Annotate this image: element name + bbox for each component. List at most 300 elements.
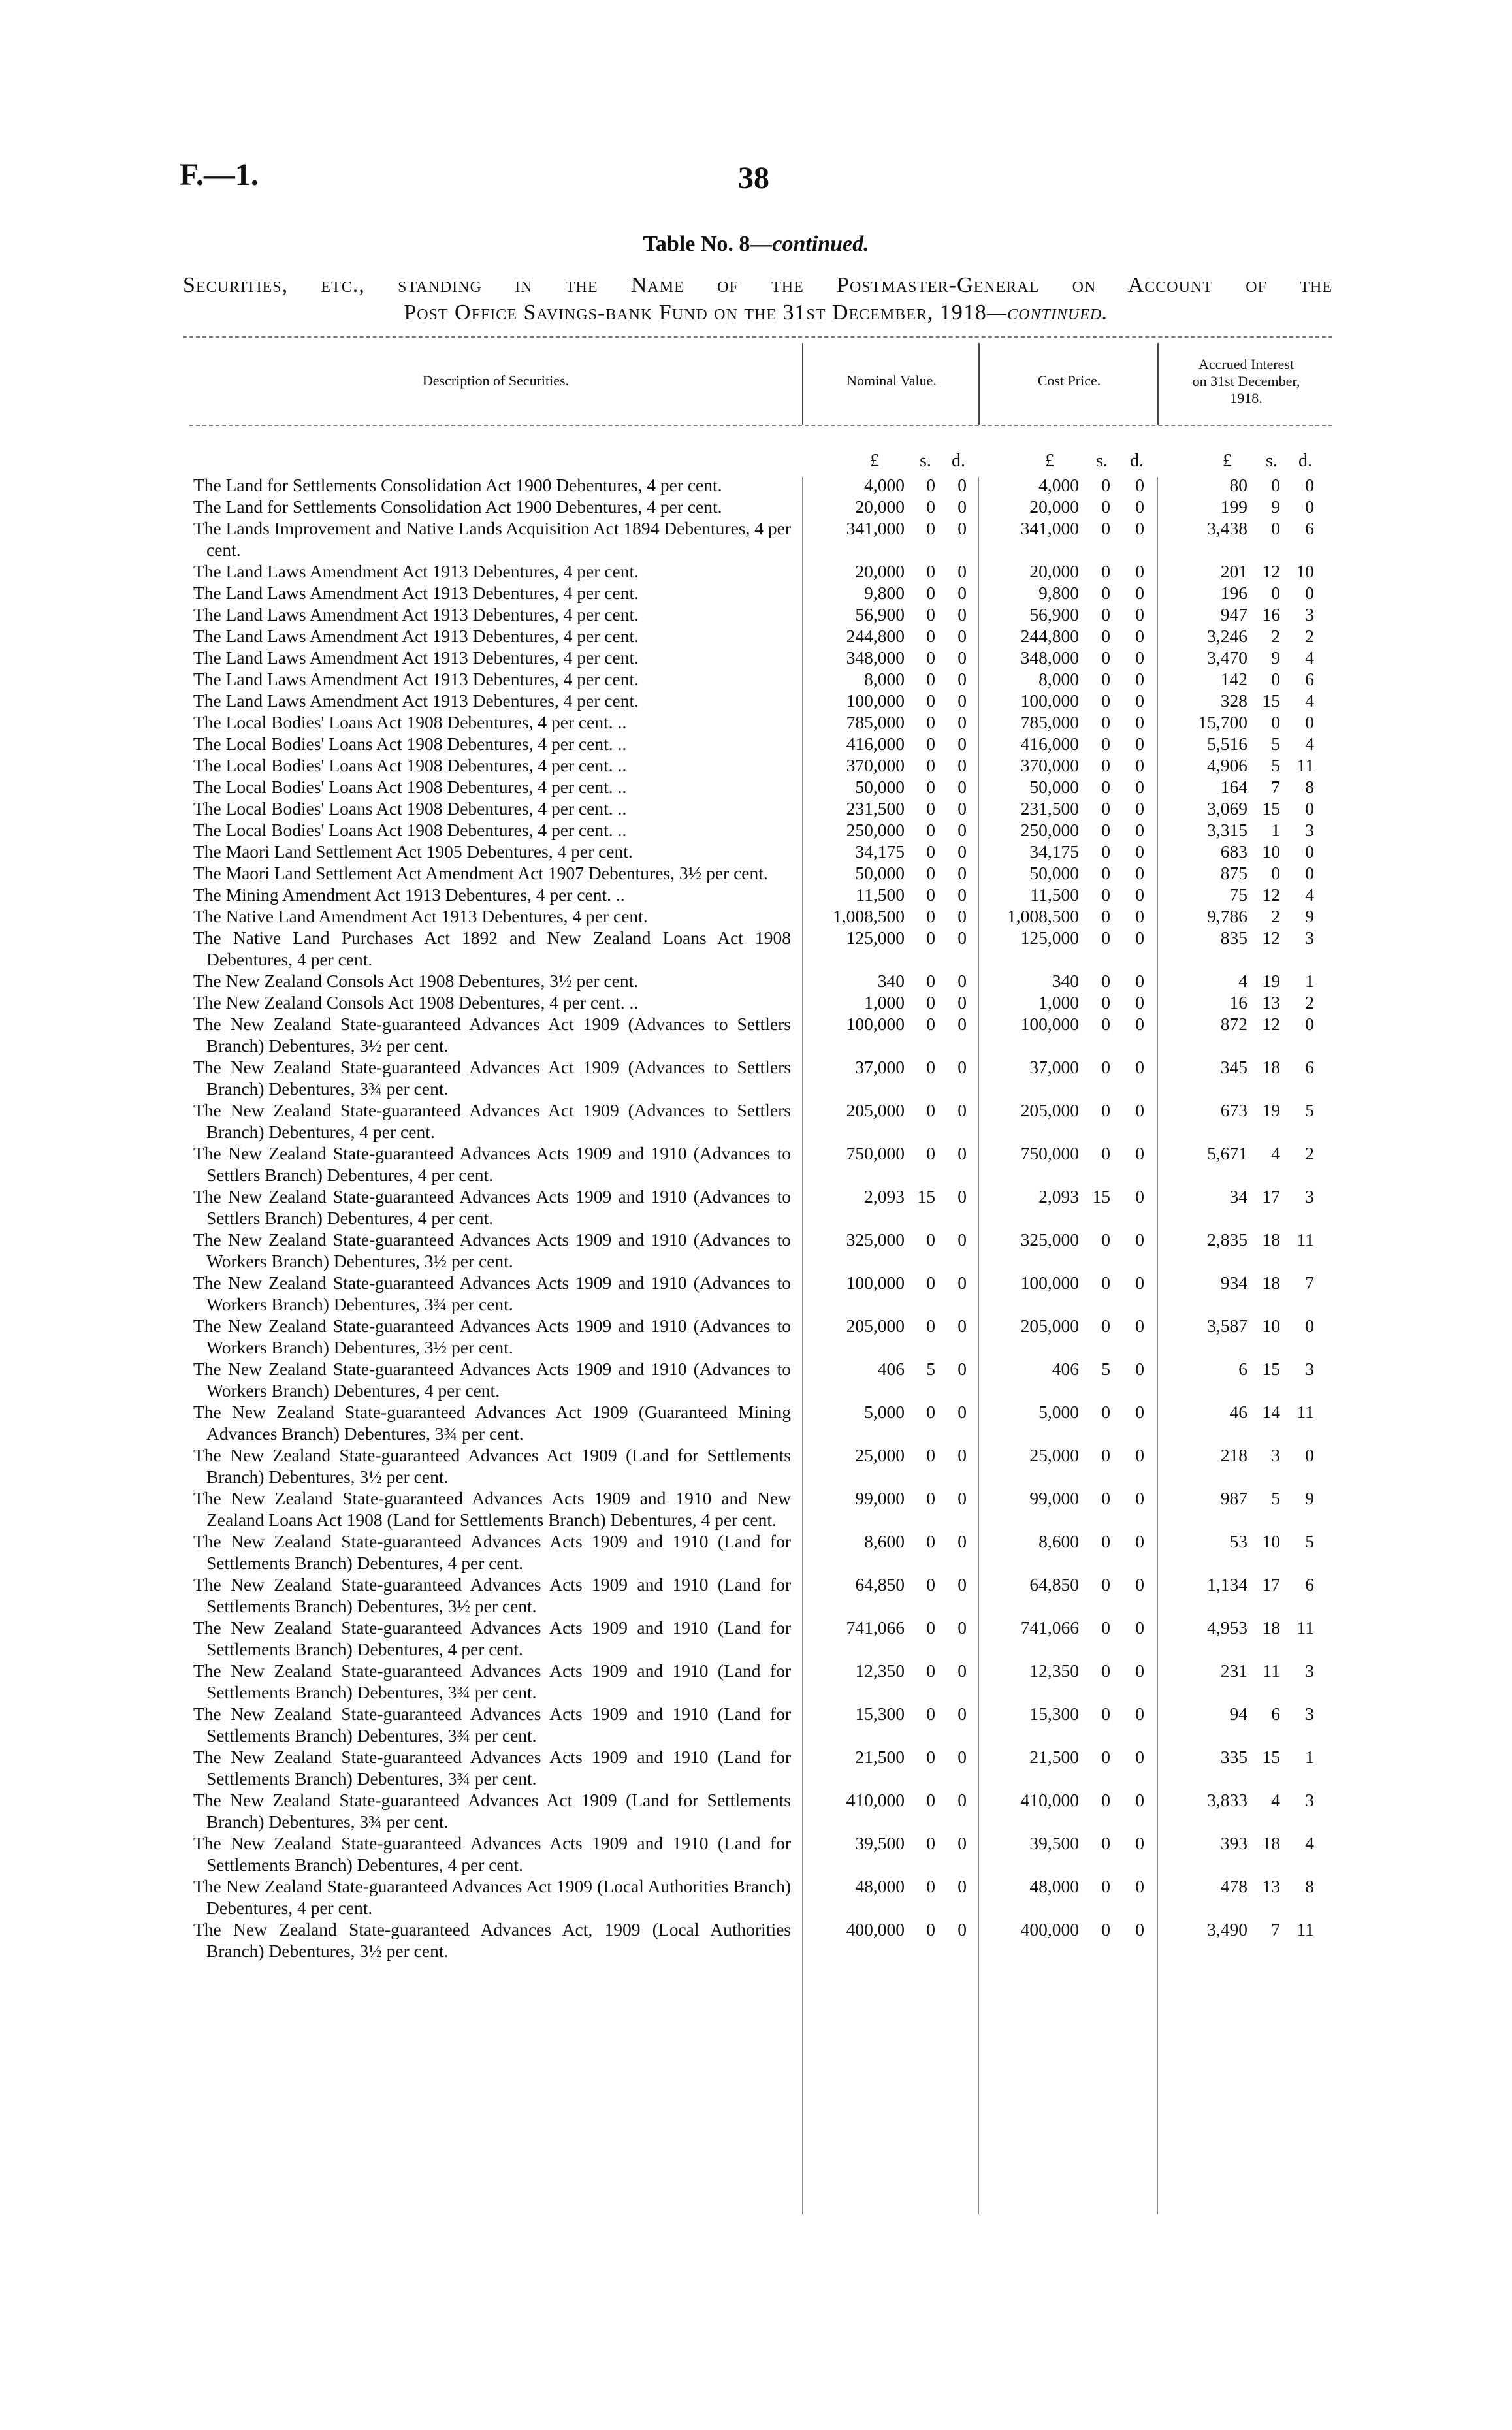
- cost-price-cell: 0: [1101, 626, 1110, 646]
- nominal-value-cell: 0: [926, 626, 935, 646]
- accrued-interest-cell: 15,700: [1198, 712, 1247, 732]
- accrued-interest-cell: 3: [1305, 820, 1314, 840]
- column-header-description: Description of Securities.: [422, 372, 570, 389]
- nominal-value-cell: 0: [957, 928, 967, 948]
- security-description: The New Zealand Consols Act 1908 Debentures, 3½ per cent.: [193, 971, 639, 991]
- cost-price-cell: 0: [1101, 1704, 1110, 1724]
- cost-price-cell: 100,000: [1020, 1272, 1079, 1293]
- nominal-value-cell: 11,500: [856, 884, 905, 905]
- nominal-value-cell: 8,600: [864, 1531, 905, 1551]
- cost-price-cell: 0: [1135, 971, 1144, 991]
- accrued-interest-cell: 11: [1296, 1229, 1314, 1250]
- accrued-interest-cell: 3: [1305, 1704, 1314, 1724]
- accrued-interest-cell: 7: [1305, 1272, 1314, 1293]
- accrued-interest-cell: 17: [1262, 1186, 1280, 1207]
- accrued-interest-cell: 6: [1238, 1359, 1247, 1379]
- nominal-value-cell: 0: [926, 1574, 935, 1595]
- cost-price-cell: 1,000: [1038, 992, 1079, 1012]
- accrued-interest-cell: 10: [1296, 561, 1314, 581]
- accrued-interest-cell: 0: [1271, 863, 1280, 883]
- cost-price-cell: 0: [1135, 1919, 1144, 1939]
- accrued-interest-cell: 11: [1296, 1402, 1314, 1422]
- cost-price-cell: 231,500: [1020, 798, 1079, 818]
- accrued-interest-cell: 2: [1305, 992, 1314, 1012]
- cost-price-cell: 0: [1135, 1186, 1144, 1207]
- cost-price-cell: 20,000: [1029, 496, 1079, 517]
- accrued-interest-cell: 11: [1296, 755, 1314, 775]
- accrued-interest-cell: 19: [1262, 1100, 1280, 1120]
- nominal-value-cell: 0: [926, 928, 935, 948]
- nominal-value-cell: 0: [926, 906, 935, 926]
- accrued-interest-cell: 15: [1262, 1747, 1280, 1767]
- cost-price-cell: 400,000: [1020, 1919, 1079, 1939]
- accrued-interest-cell: 9: [1271, 647, 1280, 668]
- nominal-value-cell: 99,000: [855, 1488, 905, 1508]
- nominal-value-cell: 0: [926, 1876, 935, 1896]
- cost-price-cell: 37,000: [1029, 1057, 1079, 1077]
- accrued-interest-cell: 3,438: [1207, 518, 1247, 538]
- nominal-value-cell: 0: [926, 712, 935, 732]
- cost-price-cell: 21,500: [1029, 1747, 1079, 1767]
- nominal-value-cell: 0: [957, 798, 967, 818]
- accrued-interest-cell: 3,315: [1207, 820, 1247, 840]
- security-description: The Native Land Amendment Act 1913 Debentures, 4 per cent.: [193, 906, 648, 926]
- cost-price-cell: 0: [1101, 1100, 1110, 1120]
- cost-price-cell: 39,500: [1029, 1833, 1079, 1853]
- cost-price-cell: 4,000: [1038, 475, 1079, 495]
- nominal-value-cell: 0: [957, 906, 967, 926]
- security-description: The Land Laws Amendment Act 1913 Debentures, 4 per cent.: [193, 583, 639, 603]
- cost-price-cell: 205,000: [1020, 1100, 1079, 1120]
- nominal-value-cell: 0: [957, 1876, 967, 1896]
- nominal-value-cell: 9,800: [864, 583, 905, 603]
- cost-price-cell: 34,175: [1029, 841, 1079, 862]
- cost-price-cell: 0: [1135, 518, 1144, 538]
- nominal-value-cell: 0: [957, 1660, 967, 1681]
- nominal-value-cell: 0: [957, 626, 967, 646]
- accrued-interest-cell: 18: [1262, 1272, 1280, 1293]
- nominal-value-cell: 0: [957, 777, 967, 797]
- nominal-value-cell: 0: [957, 583, 967, 603]
- accrued-interest-cell: 875: [1220, 863, 1247, 883]
- nominal-value-cell: 0: [926, 1833, 935, 1853]
- cost-price-cell: 0: [1135, 1747, 1144, 1767]
- nominal-value-cell: 0: [926, 798, 935, 818]
- accrued-interest-cell: 5: [1305, 1100, 1314, 1120]
- nominal-value-cell: 0: [926, 561, 935, 581]
- nominal-value-cell: 0: [926, 1272, 935, 1293]
- nominal-value-cell: 56,900: [855, 604, 905, 624]
- cost-price-cell: 48,000: [1029, 1876, 1079, 1896]
- cost-price-cell: 0: [1101, 863, 1110, 883]
- accrued-interest-cell: 4,953: [1207, 1617, 1247, 1638]
- security-description: The New Zealand State-guaranteed Advances Act 1909 (Land for Settlements Branch) Debentures, 3½ per cent.: [193, 1445, 791, 1487]
- cost-price-cell: 99,000: [1029, 1488, 1079, 1508]
- accrued-interest-cell: 18: [1262, 1057, 1280, 1077]
- accrued-interest-cell: 12: [1262, 884, 1280, 905]
- accrued-interest-cell: 3: [1305, 1186, 1314, 1207]
- accrued-interest-cell: 7: [1271, 1919, 1280, 1939]
- nominal-value-cell: 0: [957, 1014, 967, 1034]
- accrued-interest-cell: 3,470: [1207, 647, 1247, 668]
- table-title-text: Table No. 8: [643, 232, 750, 256]
- cost-price-cell: 0: [1135, 777, 1144, 797]
- nominal-value-cell: 0: [926, 884, 935, 905]
- nominal-value-cell: 64,850: [855, 1574, 905, 1595]
- nominal-value-cell: 785,000: [846, 712, 905, 732]
- interest-header-line2: on 31st December,: [1192, 373, 1300, 389]
- nominal-value-cell: 25,000: [855, 1445, 905, 1465]
- accrued-interest-cell: 0: [1305, 496, 1314, 517]
- subtitle-line2-text: Post Office Savings-bank Fund on the 31st December, 1918: [404, 300, 987, 325]
- accrued-interest-cell: 4: [1271, 1143, 1280, 1163]
- accrued-interest-cell: 0: [1305, 841, 1314, 862]
- accrued-interest-cell: 6: [1305, 1574, 1314, 1595]
- accrued-interest-cell: 0: [1305, 583, 1314, 603]
- cost-price-cell: 410,000: [1020, 1790, 1079, 1810]
- accrued-interest-cell: 3: [1305, 604, 1314, 624]
- nominal-value-cell: 0: [957, 971, 967, 991]
- accrued-interest-cell: 9,786: [1207, 906, 1247, 926]
- accrued-interest-cell: 196: [1220, 583, 1247, 603]
- nominal-value-cell: 244,800: [846, 626, 905, 646]
- accrued-interest-cell: 94: [1229, 1704, 1247, 1724]
- nominal-value-cell: 0: [957, 1100, 967, 1120]
- accrued-interest-cell: 16: [1229, 992, 1247, 1012]
- accrued-interest-cell: 218: [1220, 1445, 1247, 1465]
- cost-price-cell: 0: [1135, 626, 1144, 646]
- security-description: The New Zealand State-guaranteed Advances Acts 1909 and 1910 (Land for Settlements Branch) Debentures, 3½ per cent.: [193, 1574, 791, 1616]
- accrued-interest-cell: 7: [1271, 777, 1280, 797]
- cost-price-cell: 0: [1135, 1229, 1144, 1250]
- accrued-interest-cell: 0: [1305, 712, 1314, 732]
- accrued-interest-cell: 10: [1262, 1531, 1280, 1551]
- cost-price-cell: 0: [1101, 1402, 1110, 1422]
- nominal-value-cell: 341,000: [846, 518, 905, 538]
- accrued-interest-cell: 2: [1305, 1143, 1314, 1163]
- cost-price-cell: 0: [1135, 669, 1144, 689]
- security-description: The New Zealand State-guaranteed Advances Acts 1909 and 1910 (Land for Settlements Branch) Debentures, 4 per cent.: [193, 1531, 791, 1573]
- cost-price-cell: 0: [1135, 1790, 1144, 1810]
- nominal-value-cell: 4,000: [864, 475, 905, 495]
- accrued-interest-cell: 4: [1305, 734, 1314, 754]
- accrued-interest-cell: 12: [1262, 928, 1280, 948]
- interest-unit-pence: d.: [1298, 451, 1312, 471]
- nominal-value-cell: 0: [957, 863, 967, 883]
- nominal-value-cell: 0: [957, 1057, 967, 1077]
- cost-price-cell: 5: [1101, 1359, 1110, 1379]
- nominal-value-cell: 8,000: [864, 669, 905, 689]
- cost-price-cell: 0: [1101, 604, 1110, 624]
- nominal-value-cell: 0: [926, 1316, 935, 1336]
- cost-price-cell: 0: [1135, 561, 1144, 581]
- nominal-value-cell: 0: [957, 647, 967, 668]
- nominal-value-cell: 39,500: [855, 1833, 905, 1853]
- accrued-interest-cell: 15: [1262, 1359, 1280, 1379]
- accrued-interest-cell: 17: [1262, 1574, 1280, 1595]
- accrued-interest-cell: 1: [1305, 971, 1314, 991]
- accrued-interest-cell: 2: [1305, 626, 1314, 646]
- nominal-value-cell: 0: [957, 1790, 967, 1810]
- nominal-value-cell: 20,000: [855, 496, 905, 517]
- cost-price-cell: 0: [1101, 583, 1110, 603]
- nominal-value-cell: 0: [926, 647, 935, 668]
- accrued-interest-cell: 4: [1305, 1833, 1314, 1853]
- cost-price-cell: 0: [1101, 1488, 1110, 1508]
- accrued-interest-cell: 11: [1296, 1919, 1314, 1939]
- nominal-value-cell: 0: [926, 1445, 935, 1465]
- cost-price-cell: 8,000: [1038, 669, 1079, 689]
- accrued-interest-cell: 3: [1305, 1790, 1314, 1810]
- cost-price-cell: 9,800: [1038, 583, 1079, 603]
- nominal-value-cell: 50,000: [855, 777, 905, 797]
- nominal-value-cell: 0: [957, 884, 967, 905]
- nominal-value-cell: 0: [926, 1747, 935, 1767]
- cost-price-cell: 370,000: [1020, 755, 1079, 775]
- cost-price-cell: 0: [1135, 604, 1144, 624]
- cost-price-cell: 0: [1135, 1617, 1144, 1638]
- nominal-value-cell: 250,000: [846, 820, 905, 840]
- nominal-value-cell: 741,066: [846, 1617, 905, 1638]
- cost-unit-pound: £: [1045, 451, 1054, 471]
- nominal-value-cell: 1,000: [864, 992, 905, 1012]
- accrued-interest-cell: 11: [1263, 1660, 1280, 1681]
- column-header-cost: Cost Price.: [1037, 372, 1101, 389]
- cost-price-cell: 125,000: [1020, 928, 1079, 948]
- cost-price-cell: 5,000: [1038, 1402, 1079, 1422]
- cost-price-cell: 0: [1135, 1445, 1144, 1465]
- nominal-value-cell: 100,000: [846, 1014, 905, 1034]
- cost-price-cell: 0: [1135, 1316, 1144, 1336]
- cost-price-cell: 0: [1101, 1143, 1110, 1163]
- cost-price-cell: 341,000: [1020, 518, 1079, 538]
- cost-price-cell: 0: [1101, 1014, 1110, 1034]
- cost-price-cell: 205,000: [1020, 1316, 1079, 1336]
- cost-price-cell: 340: [1052, 971, 1079, 991]
- cost-price-cell: 25,000: [1029, 1445, 1079, 1465]
- nominal-value-cell: 0: [957, 604, 967, 624]
- cost-price-cell: 0: [1101, 928, 1110, 948]
- nominal-value-cell: 325,000: [846, 1229, 905, 1250]
- nominal-value-cell: 0: [926, 1617, 935, 1638]
- nominal-value-cell: 0: [926, 518, 935, 538]
- document-reference: F.—1.: [180, 157, 259, 192]
- accrued-interest-cell: 14: [1262, 1402, 1280, 1422]
- nominal-value-cell: 0: [957, 1229, 967, 1250]
- cost-price-cell: 0: [1101, 841, 1110, 862]
- security-description: The New Zealand Consols Act 1908 Debentures, 4 per cent. ..: [193, 992, 639, 1012]
- nominal-value-cell: 0: [926, 1919, 935, 1939]
- nominal-value-cell: 340: [877, 971, 905, 991]
- accrued-interest-cell: 12: [1262, 561, 1280, 581]
- nominal-value-cell: 0: [957, 1704, 967, 1724]
- cost-price-cell: 0: [1101, 1876, 1110, 1896]
- nominal-value-cell: 0: [957, 1531, 967, 1551]
- nominal-value-cell: 0: [926, 841, 935, 862]
- accrued-interest-cell: 3,833: [1207, 1790, 1247, 1810]
- security-description: The Land Laws Amendment Act 1913 Debentures, 4 per cent.: [193, 690, 639, 711]
- security-description: The Maori Land Settlement Act 1905 Debentures, 4 per cent.: [193, 841, 633, 862]
- cost-price-cell: 0: [1135, 1531, 1144, 1551]
- cost-price-cell: 0: [1101, 669, 1110, 689]
- interest-unit-shilling: s.: [1266, 451, 1278, 471]
- accrued-interest-cell: 201: [1220, 561, 1247, 581]
- nominal-value-cell: 0: [926, 1660, 935, 1681]
- accrued-interest-cell: 11: [1296, 1617, 1314, 1638]
- cost-price-cell: 0: [1101, 518, 1110, 538]
- cost-price-cell: 0: [1135, 1143, 1144, 1163]
- accrued-interest-cell: 4: [1238, 971, 1247, 991]
- accrued-interest-cell: 5: [1271, 755, 1280, 775]
- accrued-interest-cell: 3,246: [1207, 626, 1247, 646]
- nominal-value-cell: 0: [957, 518, 967, 538]
- cost-price-cell: 0: [1101, 884, 1110, 905]
- nominal-value-cell: 0: [926, 496, 935, 517]
- security-description: The New Zealand State-guaranteed Advances Acts 1909 and 1910 (Land for Settlements Branch) Debentures, 4 per cent.: [193, 1833, 791, 1875]
- cost-price-cell: 406: [1052, 1359, 1079, 1379]
- accrued-interest-cell: 4: [1271, 1790, 1280, 1810]
- nominal-unit-shilling: s.: [920, 451, 931, 471]
- cost-price-cell: 0: [1135, 690, 1144, 711]
- security-description: The New Zealand State-guaranteed Advances Act 1909 (Land for Settlements Branch) Debentures, 3¾ per cent.: [193, 1790, 791, 1832]
- nominal-value-cell: 1,008,500: [833, 906, 905, 926]
- accrued-interest-cell: 53: [1229, 1531, 1247, 1551]
- cost-price-cell: 0: [1101, 906, 1110, 926]
- accrued-interest-cell: 142: [1220, 669, 1247, 689]
- accrued-interest-cell: 6: [1305, 669, 1314, 689]
- accrued-interest-cell: 335: [1220, 1747, 1247, 1767]
- accrued-interest-cell: 0: [1271, 583, 1280, 603]
- security-description: The New Zealand State-guaranteed Advances Act 1909 (Guaranteed Mining Advances Branch) Debentures, 3¾ per cent.: [193, 1402, 791, 1444]
- cost-price-cell: 325,000: [1020, 1229, 1079, 1250]
- nominal-value-cell: 0: [957, 992, 967, 1012]
- cost-price-cell: 0: [1101, 1531, 1110, 1551]
- accrued-interest-cell: 18: [1262, 1617, 1280, 1638]
- accrued-interest-cell: 0: [1271, 669, 1280, 689]
- accrued-interest-cell: 13: [1262, 992, 1280, 1012]
- cost-price-cell: 64,850: [1029, 1574, 1079, 1595]
- accrued-interest-cell: 0: [1305, 798, 1314, 818]
- security-description: The Land for Settlements Consolidation Act 1900 Debentures, 4 per cent.: [193, 496, 722, 517]
- accrued-interest-cell: 18: [1262, 1833, 1280, 1853]
- nominal-value-cell: 0: [926, 1143, 935, 1163]
- accrued-interest-cell: 987: [1220, 1488, 1247, 1508]
- cost-price-cell: 0: [1135, 992, 1144, 1012]
- nominal-value-cell: 37,000: [855, 1057, 905, 1077]
- cost-price-cell: 56,900: [1029, 604, 1079, 624]
- security-description: The New Zealand State-guaranteed Advances Act, 1909 (Local Authorities Branch) Debentures, 3½ per cent.: [193, 1919, 791, 1961]
- nominal-value-cell: 0: [957, 1445, 967, 1465]
- nominal-value-cell: 0: [926, 1229, 935, 1250]
- nominal-value-cell: 416,000: [846, 734, 905, 754]
- cost-price-cell: 0: [1101, 755, 1110, 775]
- nominal-value-cell: 0: [957, 755, 967, 775]
- nominal-value-cell: 0: [957, 1186, 967, 1207]
- security-description: The New Zealand State-guaranteed Advances Acts 1909 and 1910 (Advances to Workers Branch) Debentures, 3¾ per cent.: [193, 1272, 791, 1314]
- accrued-interest-cell: 3: [1271, 1445, 1280, 1465]
- cost-price-cell: 0: [1101, 561, 1110, 581]
- accrued-interest-cell: 0: [1271, 712, 1280, 732]
- nominal-value-cell: 0: [926, 583, 935, 603]
- security-description: The New Zealand State-guaranteed Advances Act 1909 (Advances to Settlers Branch) Debentures, 3¾ per cent.: [193, 1057, 791, 1099]
- cost-price-cell: 0: [1101, 1272, 1110, 1293]
- accrued-interest-cell: 3: [1305, 1359, 1314, 1379]
- nominal-value-cell: 0: [957, 1402, 967, 1422]
- security-description: The Local Bodies' Loans Act 1908 Debentures, 4 per cent. ..: [193, 755, 627, 775]
- nominal-value-cell: 0: [957, 1272, 967, 1293]
- cost-price-cell: 0: [1135, 1359, 1144, 1379]
- nominal-value-cell: 100,000: [846, 690, 905, 711]
- accrued-interest-cell: 8: [1305, 1876, 1314, 1896]
- accrued-interest-cell: 9: [1305, 1488, 1314, 1508]
- accrued-interest-cell: 835: [1220, 928, 1247, 948]
- accrued-interest-cell: 1: [1271, 820, 1280, 840]
- nominal-value-cell: 0: [957, 496, 967, 517]
- security-description: The New Zealand State-guaranteed Advances Act 1909 (Advances to Settlers Branch) Debentures, 3½ per cent.: [193, 1014, 791, 1056]
- cost-price-cell: 0: [1101, 712, 1110, 732]
- nominal-value-cell: 21,500: [855, 1747, 905, 1767]
- accrued-interest-cell: 75: [1229, 884, 1247, 905]
- security-description: The New Zealand State-guaranteed Advances Acts 1909 and 1910 (Advances to Workers Branch) Debentures, 3½ per cent.: [193, 1229, 791, 1271]
- cost-price-cell: 0: [1135, 1488, 1144, 1508]
- cost-price-cell: 0: [1101, 1747, 1110, 1767]
- nominal-value-cell: 48,000: [855, 1876, 905, 1896]
- accrued-interest-cell: 0: [1271, 518, 1280, 538]
- security-description: The New Zealand State-guaranteed Advances Acts 1909 and 1910 (Advances to Settlers Branch) Debentures, 4 per cent.: [193, 1143, 791, 1185]
- cost-price-cell: 1,008,500: [1007, 906, 1079, 926]
- nominal-value-cell: 0: [957, 1617, 967, 1638]
- nominal-value-cell: 410,000: [846, 1790, 905, 1810]
- nominal-value-cell: 0: [926, 755, 935, 775]
- cost-price-cell: 0: [1135, 583, 1144, 603]
- accrued-interest-cell: 3,069: [1207, 798, 1247, 818]
- cost-price-cell: 0: [1135, 798, 1144, 818]
- security-description: The New Zealand State-guaranteed Advances Acts 1909 and 1910 and New Zealand Loans Act 1908 (Land for Settlements Branch) Debentures, 4 per cent.: [193, 1488, 791, 1530]
- nominal-value-cell: 0: [957, 734, 967, 754]
- nominal-value-cell: 0: [957, 1833, 967, 1853]
- accrued-interest-cell: 231: [1220, 1660, 1247, 1681]
- accrued-interest-cell: 5,516: [1207, 734, 1247, 754]
- accrued-interest-cell: 328: [1220, 690, 1247, 711]
- cost-price-cell: 0: [1135, 1574, 1144, 1595]
- cost-price-cell: 15,300: [1029, 1704, 1079, 1724]
- subtitle-line2-suffix: —continued.: [986, 300, 1108, 325]
- accrued-interest-cell: 1: [1305, 1747, 1314, 1767]
- cost-price-cell: 0: [1101, 1445, 1110, 1465]
- accrued-interest-cell: 6: [1271, 1704, 1280, 1724]
- nominal-value-cell: 0: [957, 820, 967, 840]
- cost-price-cell: 0: [1135, 1660, 1144, 1681]
- security-description: The New Zealand State-guaranteed Advances Acts 1909 and 1910 (Advances to Settlers Branch) Debentures, 4 per cent.: [193, 1186, 791, 1228]
- accrued-interest-cell: 10: [1262, 1316, 1280, 1336]
- cost-price-cell: 0: [1135, 906, 1144, 926]
- cost-price-cell: 0: [1101, 798, 1110, 818]
- cost-unit-pence: d.: [1130, 451, 1144, 471]
- cost-price-cell: 8,600: [1038, 1531, 1079, 1551]
- table-subtitle-line1: Securities, etc., standing in the Name of the Postmaster-General on Account of the: [183, 273, 1332, 297]
- page-number: 38: [738, 161, 769, 195]
- accrued-interest-cell: 9: [1271, 496, 1280, 517]
- nominal-value-cell: 5,000: [864, 1402, 905, 1422]
- nominal-value-cell: 0: [926, 475, 935, 495]
- cost-price-cell: 0: [1135, 496, 1144, 517]
- nominal-value-cell: 0: [926, 863, 935, 883]
- cost-price-cell: 0: [1135, 647, 1144, 668]
- nominal-value-cell: 0: [957, 1574, 967, 1595]
- cost-price-cell: 0: [1135, 734, 1144, 754]
- accrued-interest-cell: 5,671: [1207, 1143, 1247, 1163]
- cost-price-cell: 0: [1135, 1402, 1144, 1422]
